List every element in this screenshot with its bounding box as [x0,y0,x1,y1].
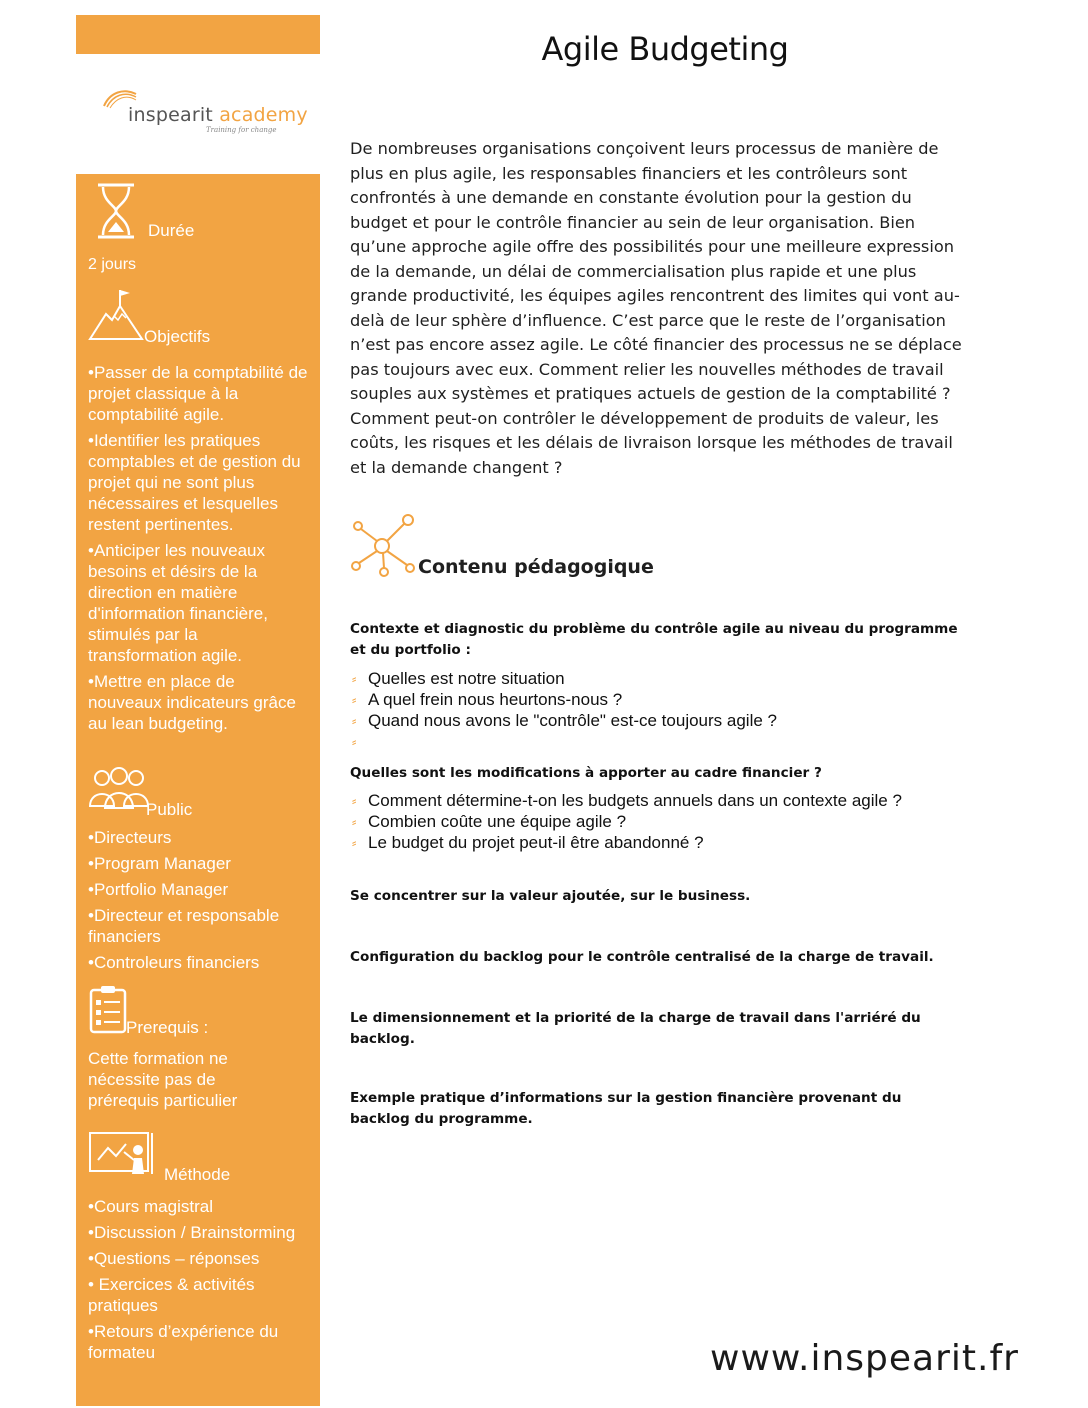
public-item: •Controleurs financiers [88,953,260,972]
bullet-list [352,790,972,853]
methode-heading: Méthode [164,1165,231,1184]
objectif-item: •Identifier les pratiques comptables et de gestion du projet qui ne sont plus nécessaires et lesquelles restent pertinentes. [88,431,301,534]
list-item: ⸗ Quand nous avons le "contrôle" est-ce toujours agile ? [352,711,777,730]
methode-item: • Exercices & activités pratiques [88,1275,255,1315]
bullet-arrow-icon: ⸗ [352,713,357,728]
methode-item: •Retours d’expérience du formateu [88,1322,279,1362]
list-item [352,731,972,752]
logo-brand-name: inspearit [128,104,213,126]
sidebar [76,174,320,1406]
bullet-arrow-icon: ⸗ [352,835,357,850]
list-item: ⸗ Le budget du projet peut-il être abandonné ? [352,833,704,852]
logo-brand-academy: academy [219,104,308,126]
objectif-item: •Passer de la comptabilité de projet classique à la comptabilité agile. [88,363,308,424]
website-link[interactable]: www.inspearit.fr [710,1338,1019,1379]
content-heading: Contenu pédagogique [418,556,654,578]
objectifs-heading: Objectifs [144,327,211,346]
section-title: Quelles sont les modifications à apporter au cadre financier ? [350,765,822,781]
people-group-icon [88,766,150,814]
section-title: Exemple pratique d’informations sur la gestion financière provenant du backlog du programme. [350,1090,902,1127]
list-item: ⸗ A quel frein nous heurtons-nous ? [352,690,623,709]
bullet-arrow-icon: ⸗ [352,734,357,749]
inspearit-logo [98,88,318,148]
whiteboard-teacher-icon [88,1130,160,1176]
bullet-arrow-icon: ⸗ [352,793,357,808]
top-accent-bar [76,15,320,54]
public-item: •Directeur et responsable financiers [88,906,280,946]
methode-item: •Cours magistral [88,1197,213,1216]
duree-heading: Durée [148,221,195,240]
bullet-list [352,668,972,752]
network-nodes-icon [348,512,418,578]
bullet-arrow-icon: ⸗ [352,692,357,707]
public-item: •Program Manager [88,854,231,873]
objectif-item: •Anticiper les nouveaux besoins et désirs de la direction en matière d'information financière, stimulés par la transformation agile. [88,541,268,665]
clipboard-checklist-icon [88,984,128,1034]
mountain-flag-icon [88,286,144,342]
intro-paragraph: De nombreuses organisations conçoivent leurs processus de manière de plus en plus agile, les responsables financiers et les contrôleurs sont confrontés à une demande en constante évolution pour la gestion du budget et pour le contrôle financier au sein de leur organisation. Bien qu’une approche agile offre des possibilités pour une meilleure expression de la demande, un délai de commercialisation plus rapide et une plus grande productivité, les équipes agiles rencontrent des limites qui vont au-delà de leur sphère d’influence. C’est parce que le reste de l’organisation n’est pas encore assez agile. Le côté financier des processus ne se déplace pas toujours avec eux. Comment relier les nouvelles méthodes de travail souples aux systèmes et pratiques actuels de gestion de la comptabilité ? Comment peut-on contrôler le développement de produits de valeur, les coûts, les risques et les délais de livraison lorsque les méthodes de travail et la demande changent ? [350,139,962,477]
methode-list [88,1196,308,1368]
prerequis-text: Cette formation ne nécessite pas de prérequis particulier [88,1049,238,1110]
list-item: ⸗ Comment détermine-t-on les budgets annuels dans un contexte agile ? [352,791,902,810]
methode-item: •Questions – réponses [88,1249,260,1268]
public-heading: Public [146,800,193,819]
public-item: •Portfolio Manager [88,880,229,899]
bullet-arrow-icon: ⸗ [352,671,357,686]
list-item: ⸗ Quelles est notre situation [352,669,565,688]
hourglass-icon [94,182,138,240]
objectifs-list [88,362,308,739]
objectif-item: •Mettre en place de nouveaux indicateurs grâce au lean budgeting. [88,672,296,733]
prerequis-heading: Prerequis : [126,1018,209,1037]
logo-tagline: Training for change [206,126,277,134]
section-title: Se concentrer sur la valeur ajoutée, sur le business. [350,888,751,904]
section-title: Le dimensionnement et la priorité de la charge de travail dans l'arriéré du backlog. [350,1010,921,1047]
public-item: •Directeurs [88,828,172,847]
section-title: Contexte et diagnostic du problème du contrôle agile au niveau du programme et du portfolio : [350,621,958,658]
bullet-arrow-icon: ⸗ [352,814,357,829]
section-title: Configuration du backlog pour le contrôle centralisé de la charge de travail. [350,949,934,965]
page-title: Agile Budgeting [541,30,789,68]
list-item: ⸗ Combien coûte une équipe agile ? [352,812,627,831]
methode-item: •Discussion / Brainstorming [88,1223,296,1242]
public-list [88,827,308,978]
duree-value: 2 jours [88,256,137,273]
